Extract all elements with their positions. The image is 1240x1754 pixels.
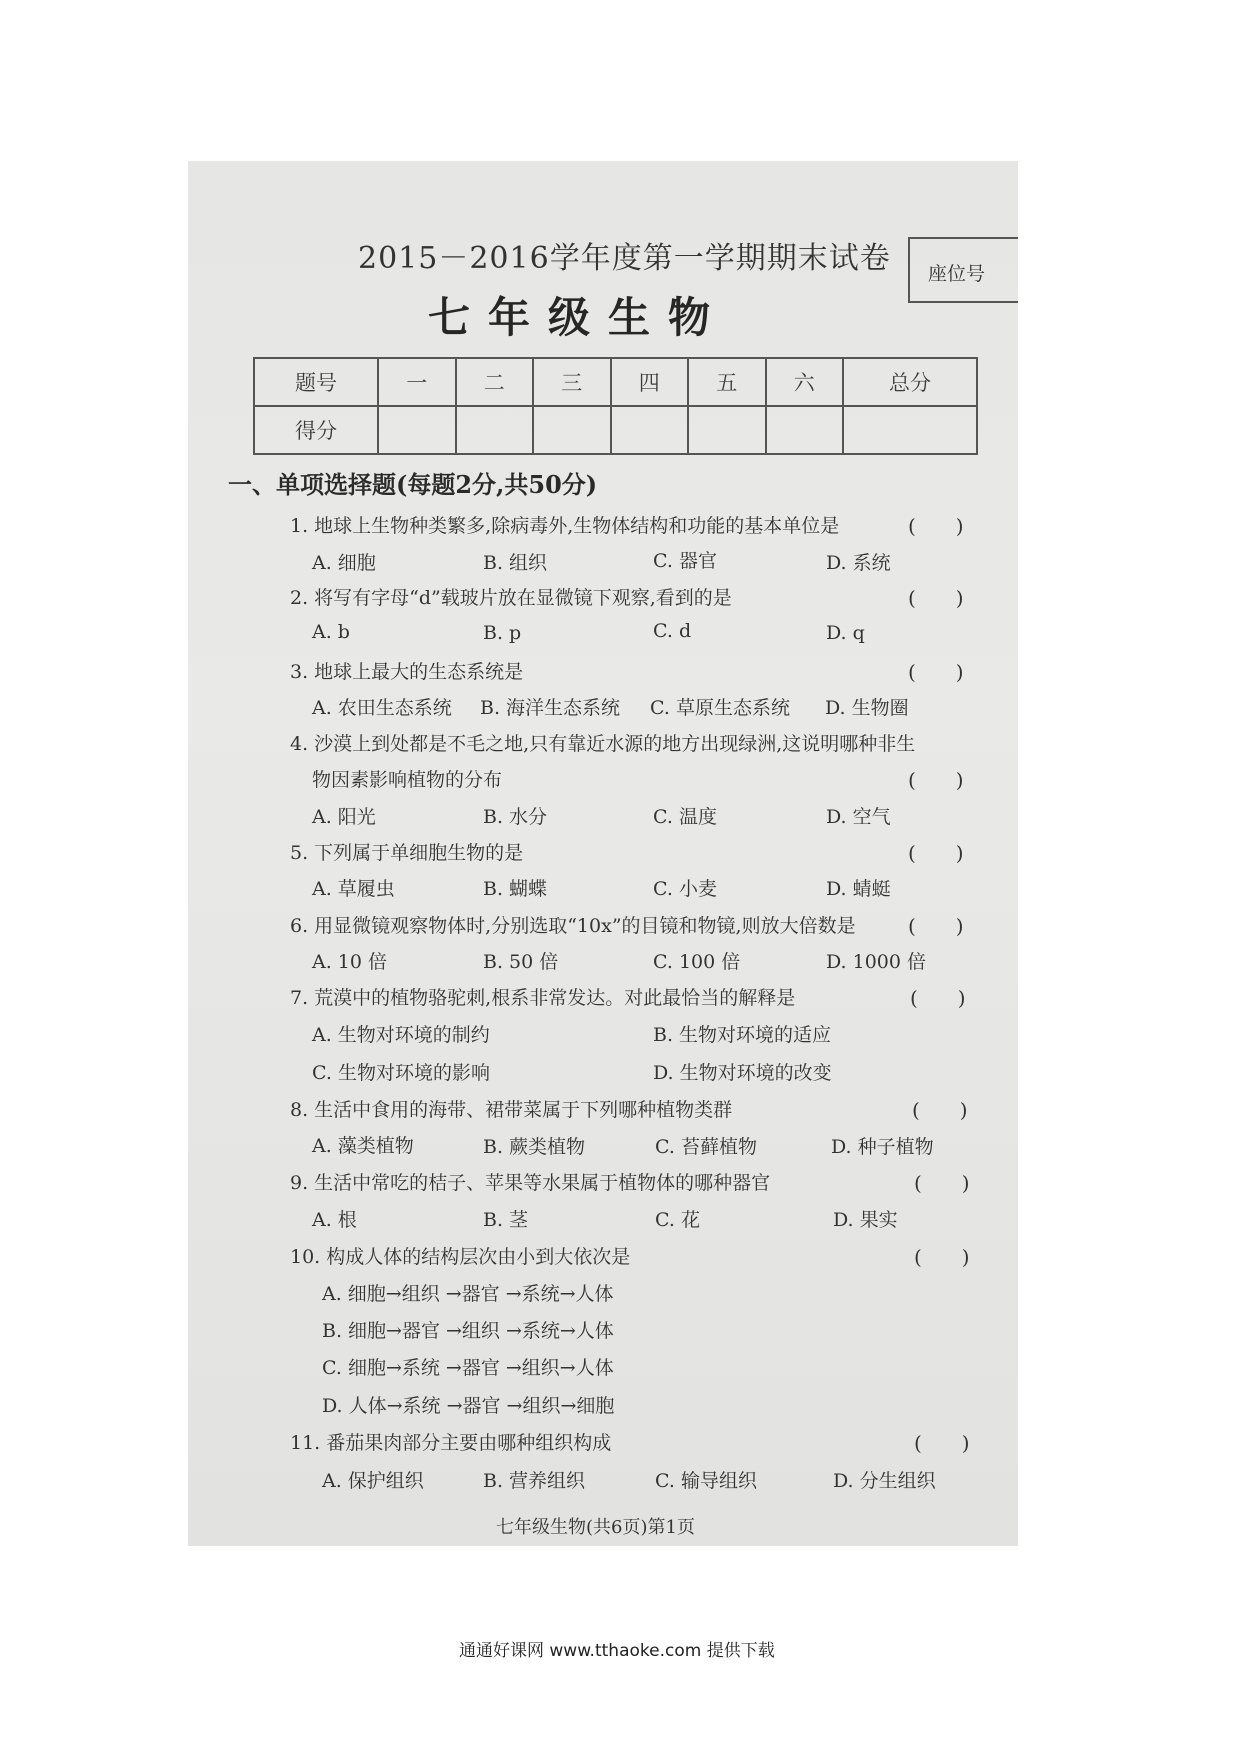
option-a: A. 藻类植物 [312,1135,414,1157]
score-cell [611,406,689,454]
option-a: A. 草履虫 [312,878,395,900]
option-a: A. 农田生态系统 [312,697,452,719]
answer-parentheses: ( ) [908,586,964,610]
answer-parentheses: ( ) [914,1431,970,1455]
option-c: C. d [653,620,692,642]
question-stem: 5. 下列属于单细胞生物的是 [290,842,524,864]
answer-parentheses: ( ) [908,768,964,792]
option-d: D. 蜻蜓 [826,878,891,900]
exam-subject: 七年级生物 [428,293,729,342]
seat-number-box: 座位号 [908,237,1018,303]
score-header-cell: 六 [766,358,844,406]
score-cell [688,406,766,454]
score-cell [843,406,977,454]
answer-parentheses: ( ) [908,514,964,538]
option-a: A. 根 [312,1209,357,1231]
score-header-cell: 三 [533,358,611,406]
option-b: B. 海洋生态系统 [480,697,621,719]
site-credit: 通通好课网 www.tthaoke.com 提供下载 [459,1641,775,1661]
option-b: B. 50 倍 [483,951,559,973]
option-a: A. b [312,621,350,643]
option-c: C. 花 [655,1209,700,1231]
score-header-cell: 总分 [843,358,977,406]
option-c: C. 温度 [653,806,717,828]
score-table-score-row [254,406,977,454]
answer-parentheses: ( ) [908,660,964,684]
score-cell [533,406,611,454]
score-header-cell: 五 [688,358,766,406]
option-c: C. 100 倍 [653,951,741,973]
option-d: D. 生物圈 [825,697,909,719]
question-stem: 9. 生活中常吃的桔子、苹果等水果属于植物体的哪种器官 [290,1172,771,1194]
question-stem: 3. 地球上最大的生态系统是 [290,661,524,683]
option-c: C. 苔藓植物 [655,1136,757,1158]
answer-parentheses: ( ) [908,914,964,938]
exam-title: 2015－2016学年度第一学期期末试卷 [358,241,891,276]
option-b: B. 蕨类植物 [483,1136,586,1158]
option-b: B. p [483,622,522,644]
score-row-label: 得分 [254,406,378,454]
option-b: B. 生物对环境的适应 [653,1024,832,1046]
option-b: B. 水分 [483,806,548,828]
option-b: B. 营养组织 [483,1470,586,1492]
score-cell [378,406,456,454]
answer-parentheses: ( ) [914,1171,970,1195]
question-stem: 8. 生活中食用的海带、裙带菜属于下列哪种植物类群 [290,1099,733,1121]
option-c: C. 小麦 [653,878,717,900]
score-header-cell: 四 [611,358,689,406]
page-footer: 七年级生物(共6页)第1页 [496,1517,695,1538]
option-b: B. 蝴蝶 [483,878,548,900]
option-c: C. 器官 [653,550,717,572]
answer-parentheses: ( ) [914,1245,970,1269]
score-cell [766,406,844,454]
question-stem: 7. 荒漠中的植物骆驼刺,根系非常发达。对此最恰当的解释是 [290,987,796,1009]
option-c: C. 输导组织 [655,1470,757,1492]
question-stem: 2. 将写有字母“d”载玻片放在显微镜下观察,看到的是 [290,587,732,609]
answer-parentheses: ( ) [912,1098,968,1122]
option-d: D. 人体→系统 →器官 →组织→细胞 [322,1395,615,1417]
score-header-cell: 二 [456,358,534,406]
exam-paper-photo [188,161,1018,1546]
option-a: A. 阳光 [312,806,376,828]
option-d: D. 系统 [826,552,891,574]
option-d: D. 空气 [826,806,891,828]
option-a: A. 细胞→组织 →器官 →系统→人体 [322,1283,614,1305]
question-stem: 11. 番茄果肉部分主要由哪种组织构成 [290,1432,612,1454]
score-header-cell: 题号 [254,358,378,406]
score-table [253,357,978,455]
option-c: C. 细胞→系统 →器官 →组织→人体 [322,1357,614,1379]
option-b: B. 细胞→器官 →组织 →系统→人体 [322,1320,614,1342]
option-a: A. 保护组织 [322,1470,424,1492]
score-table-header-row [254,358,977,406]
question-stem: 1. 地球上生物种类繁多,除病毒外,生物体结构和功能的基本单位是 [290,515,840,537]
option-a: A. 细胞 [312,552,376,574]
question-stem-continued: 物因素影响植物的分布 [312,769,503,791]
answer-parentheses: ( ) [910,986,966,1010]
question-stem: 4. 沙漠上到处都是不毛之地,只有靠近水源的地方出现绿洲,这说明哪种非生 [290,733,916,755]
score-cell [456,406,534,454]
question-stem: 6. 用显微镜观察物体时,分别选取“10x”的目镜和物镜,则放大倍数是 [290,915,856,937]
option-a: A. 10 倍 [312,951,388,973]
question-stem: 10. 构成人体的结构层次由小到大依次是 [290,1246,631,1268]
score-header-cell: 一 [378,358,456,406]
option-d: D. 1000 倍 [826,951,927,973]
option-b: B. 组织 [483,552,548,574]
option-d: D. 生物对环境的改变 [653,1062,832,1084]
option-c: C. 草原生态系统 [650,697,790,719]
option-a: A. 生物对环境的制约 [312,1024,490,1046]
option-c: C. 生物对环境的影响 [312,1062,490,1084]
option-d: D. 分生组织 [833,1470,936,1492]
answer-parentheses: ( ) [908,841,964,865]
option-d: D. q [826,622,865,644]
option-b: B. 茎 [483,1209,529,1231]
option-d: D. 种子植物 [831,1136,934,1158]
option-d: D. 果实 [833,1209,898,1231]
section-heading: 一、单项选择题(每题2分,共50分) [228,470,598,499]
